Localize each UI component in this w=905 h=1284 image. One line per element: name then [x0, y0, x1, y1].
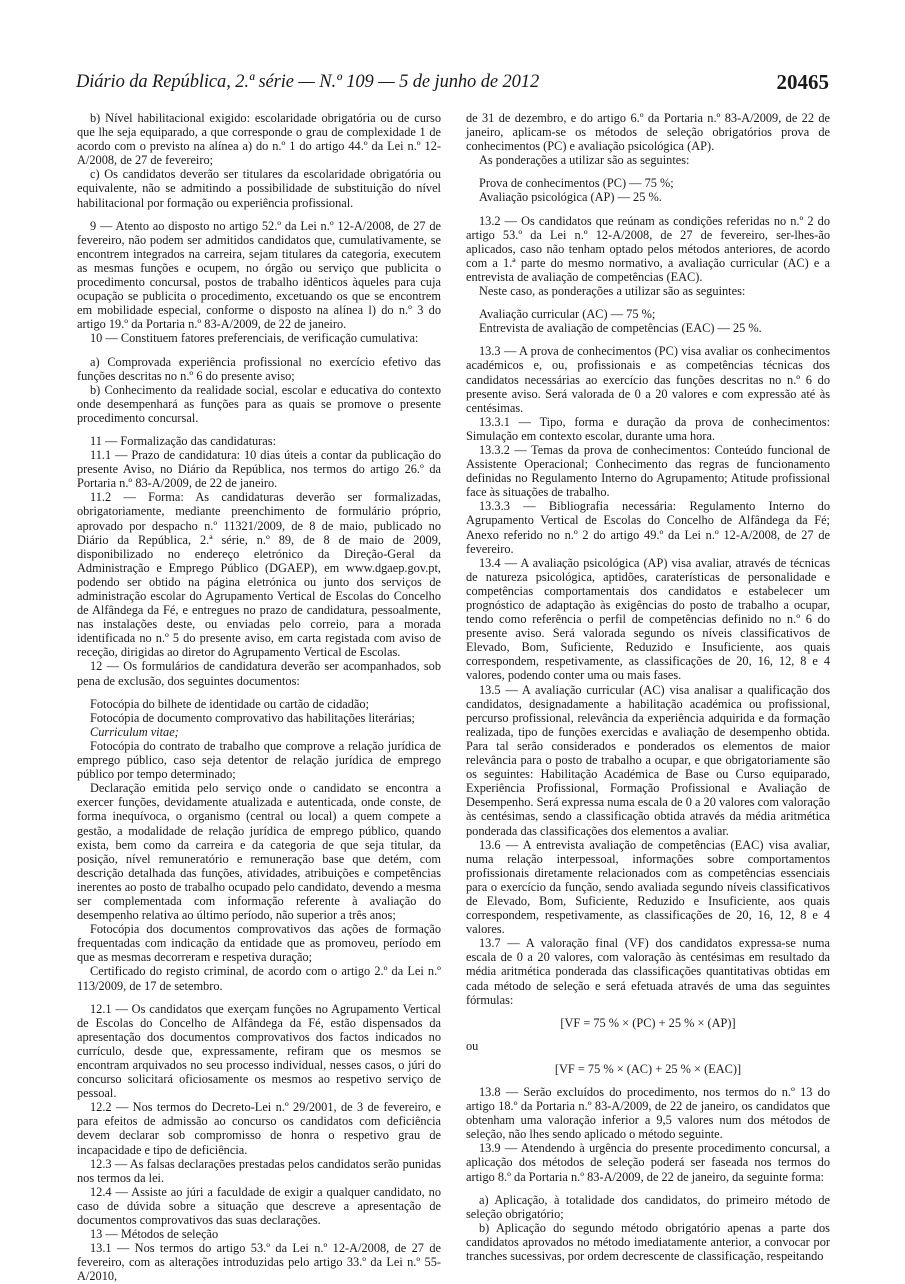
- weight-item: Entrevista de avaliação de competências (EAC) — 25 %.: [479, 321, 762, 336]
- formula-ac-eac: [VF = 75 % × (AC) + 25 % × (EAC)]: [554, 1061, 742, 1076]
- page-number: 20465: [776, 70, 829, 94]
- weight-item: Avaliação curricular (AC) — 75 %;: [479, 307, 656, 322]
- weight-item: Avaliação psicológica (AP) — 25 %.: [479, 190, 662, 205]
- paragraph-weights-intro-2: Neste caso, as ponderações a utilizar são as seguintes:: [479, 284, 746, 299]
- right-column: [466, 111, 830, 1263]
- paragraph-10: 10 — Constituem fatores preferenciais, de verificação cumulativa:: [90, 331, 419, 346]
- paragraph-13-3: 13.3 — A prova de conhecimentos (PC) visa avaliar os conhecimentos académicos e, ou, profissionais e as competências técnicas dos candidatos necessárias ao exercício das funções descritas no n.º 6 do presente aviso. Será valorada de 0 a 20 valores e com expressão até às centésimas.: [466, 344, 830, 415]
- paragraph-12: 12 — Os formulários de candidatura deverão ser acompanhados, sob pena de exclusão, dos seguintes documentos:: [77, 659, 441, 688]
- paragraph-13-3-2: 13.3.2 — Temas da prova de conhecimentos: Conteúdo funcional de Assistente Operacional; Conhecimento das regras de funcionamento definidas no Regulamento Interno do Agrupamento; Atitude profissional face às situações de trabalho.: [466, 442, 830, 500]
- formula-separator: ou: [466, 1038, 479, 1053]
- publication-title: Diário da República, 2.ª série — N.º 109 — 5 de junho de 2012: [76, 72, 540, 92]
- paragraph-13-7: 13.7 — A valoração final (VF) dos candidatos expressa-se numa escala de 0 a 20 valores, com valoração às centésimas em resultado da média aritmética ponderada das classificações quantitativas obtidas em cada método de seleção e será efetuada através de uma das seguintes fórmulas:: [466, 936, 830, 1007]
- paragraph-13-8: 13.8 — Serão excluídos do procedimento, nos termos do n.º 13 do artigo 18.º da Portaria n.º 83-A/2009, de 22 de janeiro, os candidatos que obtenham uma valoração inferior a 9,5 valores num dos métodos de seleção, não lhes sendo aplicado o método seguinte.: [466, 1085, 830, 1142]
- paragraph-9: 9 — Atento ao disposto no artigo 52.º da Lei n.º 12-A/2008, de 27 de fevereiro, não podem ser admitidos candidatos que, cumulativamente, se encontrem integrados na carreira, sejam titulares da categoria, executem as mesmas funções e ocupem, no órgão ou serviço que publicita o procedimento concursal, postos de trabalho idênticos àqueles para cuja ocupação se publicita o procedimento, excetuando os que se encontrem em mobilidade especial, conforme o disposto na alínea l) do n.º 3 do artigo 19.º da Portaria n.º 83-A/2009, de 22 de janeiro.: [77, 218, 441, 332]
- weight-item: Prova de conhecimentos (PC) — 75 %;: [479, 176, 674, 191]
- paragraph-13-5: 13.5 — A avaliação curricular (AC) visa analisar a qualificação dos candidatos, designadamente a habilitação académica ou profissional, percurso profissional, relevância da experiência adquirida e da formação realizada, tipo de funções exercidas e avaliação de desempenho obtida. Para tal serão considerados e ponderados os elementos de maior relevância para o posto de trabalho a ocupar, e que obrigatoriamente são os seguintes: Habilitação Académica de Base ou Curso equiparado, Experiência Profissional, Formação Profissional e Avaliação de Desempenho. Será expressa numa escala de 0 a 20 valores com valoração às centésimas, sendo a classificação obtida através da média aritmética ponderada das classificações dos elementos a avaliar.: [466, 682, 830, 838]
- paragraph-12-3: 12.3 — As falsas declarações prestadas pelos candidatos serão punidas nos termos da lei.: [77, 1156, 441, 1185]
- paragraph-12-1: 12.1 — Os candidatos que exerçam funções no Agrupamento Vertical de Escolas do Concelho de Alfândega da Fé, estão dispensados da apresentação dos documentos comprovativos dos factos indicados no currículo, desde que, expressamente, refiram que os mesmos se encontram arquivados no seu processo individual, nesses casos, o júri do concurso solicitará oficiosamente os mesmos ao respetivo serviço de pessoal.: [77, 1001, 441, 1101]
- paragraph-13-9: 13.9 — Atendendo à urgência do presente procedimento concursal, a aplicação dos métodos de seleção poderá ser faseada nos termos do artigo 8.º da Portaria n.º 83-A/2009, de 22 de janeiro, da seguinte forma:: [466, 1141, 830, 1184]
- paragraph-13: 13 — Métodos de seleção: [90, 1227, 219, 1242]
- paragraph-8b: b) Nível habilitacional exigido: escolaridade obrigatória ou de curso que lhe seja equiparado, a que corresponde o grau de complexidade 1 de acordo com o previsto na alínea a) do n.º 1 do artigo 44.º da Lei n.º 12-A/2008, de 27 de fevereiro;: [77, 111, 441, 168]
- paragraph-13-9a: a) Aplicação, à totalidade dos candidatos, do primeiro método de seleção obrigatório;: [466, 1192, 830, 1221]
- paragraph-13-3-1: 13.3.1 — Tipo, forma e duração da prova de conhecimentos: Simulação em contexto escolar, durante uma hora.: [466, 414, 830, 443]
- paragraph-13-1-continued: de 31 de dezembro, e do artigo 6.º da Portaria n.º 83-A/2009, de 22 de janeiro, aplicam-se os métodos de seleção obrigatórios prova de conhecimentos (PC) e avaliação psicológica (AP).: [466, 111, 830, 154]
- paragraph-10a: a) Comprovada experiência profissional no exercício efetivo das funções descritas no n.º 6 do presente aviso;: [77, 354, 441, 383]
- paragraph-11: 11 — Formalização das candidaturas:: [90, 433, 277, 448]
- paragraph-8c: c) Os candidatos deverão ser titulares da escolaridade obrigatória ou equivalente, não se admitindo a possibilidade de substituição do nível habilitacional por formação ou experiência profissional.: [77, 167, 441, 210]
- doc-list-item: Declaração emitida pelo serviço onde o candidato se encontra a exercer funções, devidamente atualizada e autenticada, onde conste, de forma inequívoca, o organismo (central ou local) a quem compete a gestão, a modalidade de relação jurídica de emprego público, quando exista, bem como da carreira e da categoria de que seja titular, da posição, nível remuneratório e remuneração base que detém, com descrição detalhada das funções, atividades, atribuições e competências inerentes ao posto de trabalho ocupado pelo candidato, devendo a mesma ser complementada com informação referente à avaliação do desempenho relativa ao último período, não superior a três anos;: [77, 781, 441, 923]
- paragraph-11-1: 11.1 — Prazo de candidatura: 10 dias úteis a contar da publicação do presente Aviso, no Diário da República, nos termos do artigo 26.º da Portaria n.º 83-A/2009, de 22 de janeiro.: [77, 448, 441, 491]
- paragraph-12-2: 12.2 — Nos termos do Decreto-Lei n.º 29/2001, de 3 de fevereiro, e para efeitos de admissão ao concurso os candidatos com deficiência devem declarar sob compromisso de honra o respetivo grau de incapacidade e tipo de deficiência.: [77, 1100, 441, 1157]
- paragraph-13-1: 13.1 — Nos termos do artigo 53.º da Lei n.º 12-A/2008, de 27 de fevereiro, com as alterações introduzidas pelo artigo 33.º da Lei n.º 55-A/2010,: [77, 1241, 441, 1284]
- paragraph-13-4: 13.4 — A avaliação psicológica (AP) visa avaliar, através de técnicas de natureza psicológica, aptidões, caraterísticas de personalidade e competências comportamentais dos candidatos e estabelecer um prognóstico de adaptação às exigências do posto de trabalho a ocupar, tendo como referência o perfil de competências definido no n.º 6 do presente aviso. Será valorada segundo os níveis classificativos de Elevado, Bom, Suficiente, Reduzido e Insuficiente, aos quais correspondem, respetivamente, as classificações de 20, 16, 12, 8 e 4 valores, podendo conter uma ou mais fases.: [466, 555, 830, 683]
- paragraph-weights-intro-1: As ponderações a utilizar são as seguintes:: [479, 153, 690, 168]
- doc-list-item: Fotocópia dos documentos comprovativos das ações de formação frequentadas com indicação da entidade que as promoveu, período em que as mesmas decorreram e respetiva duração;: [77, 922, 441, 965]
- doc-list-item: Certificado do registo criminal, de acordo com o artigo 2.º da Lei n.º 113/2009, de 17 de setembro.: [77, 964, 441, 993]
- paragraph-13-2: 13.2 — Os candidatos que reúnam as condições referidas no n.º 2 do artigo 53.º da Lei n.º 12-A/2008, de 27 de fevereiro, ser-lhes-ão aplicados, caso não tenham optado pelos métodos anteriores, de acordo com a 1.ª parte do mesmo normativo, a avaliação curricular (AC) e a entrevista de avaliação de competências (EAC).: [466, 213, 830, 284]
- paragraph-10b: b) Conhecimento da realidade social, escolar e educativa do contexto onde desempenhará as funções para as quais se promove o presente procedimento concursal.: [77, 382, 441, 425]
- doc-list-item: Fotocópia do contrato de trabalho que comprove a relação jurídica de emprego público, caso seja detentor de relação jurídica de emprego público por tempo determinado;: [77, 738, 441, 782]
- paragraph-13-9b: b) Aplicação do segundo método obrigatório apenas a parte dos candidatos aprovados no método imediatamente anterior, a convocar por tranches sucessivas, por ordem decrescente de classificação, respeitando: [466, 1220, 830, 1264]
- doc-list-item: Fotocópia de documento comprovativo das habilitações literárias;: [90, 710, 415, 725]
- doc-list-item: Fotocópia do bilhete de identidade ou cartão de cidadão;: [90, 696, 370, 711]
- formula-pc-ap: [VF = 75 % × (PC) + 25 % × (AP)]: [560, 1015, 736, 1030]
- left-column: [77, 111, 441, 1284]
- paragraph-13-6: 13.6 — A entrevista avaliação de competências (EAC) visa avaliar, numa relação interpessoal, informações sobre comportamentos profissionais diretamente relacionados com as competências essenciais para o exercício da função, sendo avaliada segundo níveis classificativos de Elevado, Bom, Suficiente, Reduzido e Insuficiente, aos quais correspondem, respetivamente, as classificações de 20, 16, 12, 8 e 4 valores.: [466, 837, 830, 937]
- doc-list-item: Curriculum vitae;: [90, 724, 179, 739]
- paragraph-13-3-3: 13.3.3 — Bibliografia necessária: Regulamento Interno do Agrupamento Vertical de Escolas do Concelho de Alfândega da Fé; Anexo referido no n.º 2 do artigo 49.º da Lei n.º 12-A/2008, de 27 de fevereiro.: [466, 499, 830, 556]
- paragraph-12-4: 12.4 — Assiste ao júri a faculdade de exigir a qualquer candidato, no caso de dúvida sobre a situação que descreve a apresentação de documentos comprovativos das suas declarações.: [77, 1184, 441, 1228]
- paragraph-11-2: 11.2 — Forma: As candidaturas deverão ser formalizadas, obrigatoriamente, mediante preenchimento de formulário próprio, aprovado por despacho n.º 11321/2009, de 8 de maio, publicado no Diário da República, 2.ª série, n.º 89, de 8 de maio de 2009, disponibilizado no endereço eletrónico da Direção-Geral da Administração e Emprego Público (DGAEP), em www.dgaep.gov.pt, podendo ser obtido na página eletrónica ou junto dos serviços de administração escolar do Agrupamento Vertical de Escolas do Concelho de Alfândega da Fé, e entregues no prazo de candidatura, pessoalmente, nas instalações deste, ou enviadas pelo correio, para a morada identificada no n.º 5 do presente aviso, em carta registada com aviso de receção, dirigidas ao diretor do Agrupamento Vertical de Escolas.: [77, 490, 441, 660]
- page-header: [76, 72, 829, 100]
